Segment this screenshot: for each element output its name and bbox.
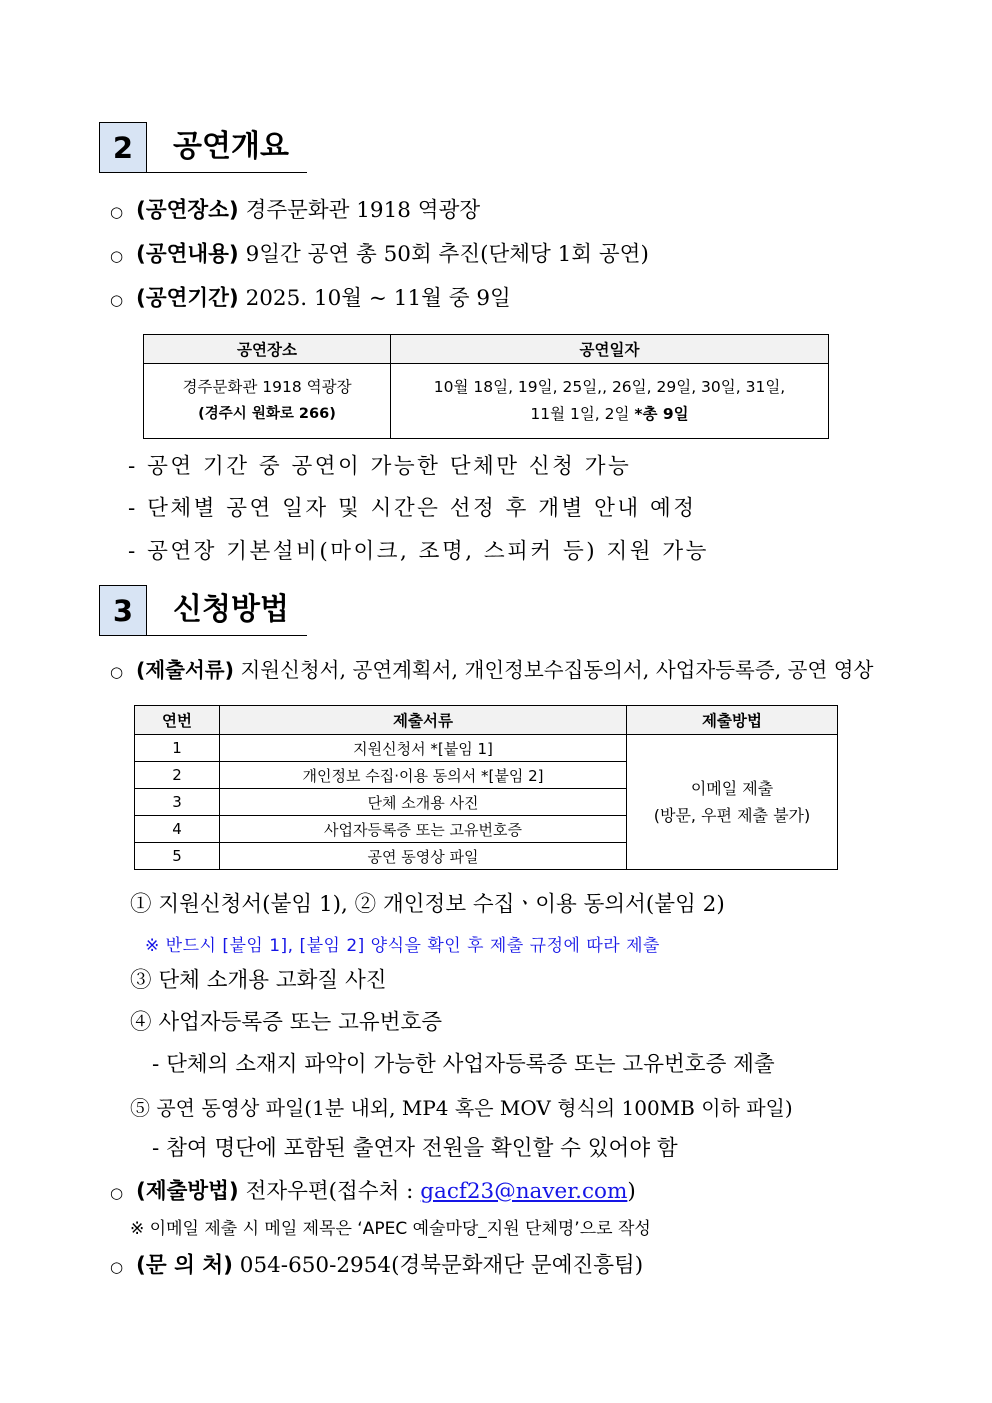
row-doc: 공연 동영상 파일 bbox=[220, 843, 627, 870]
header-doc: 제출서류 bbox=[220, 706, 627, 735]
row-no: 3 bbox=[135, 789, 220, 816]
contact-line bbox=[110, 1251, 643, 1282]
row-no: 5 bbox=[135, 843, 220, 870]
note-line: - 공연 기간 중 공연이 가능한 단체만 신청 가능 bbox=[128, 454, 632, 479]
row-doc: 사업자등록증 또는 고유번호증 bbox=[220, 816, 627, 843]
detail-item-3: ③ 단체 소개용 고화질 사진 bbox=[130, 968, 387, 993]
detail-item-4: ④ 사업자등록증 또는 고유번호증 bbox=[130, 1010, 443, 1035]
venue-cell bbox=[144, 364, 391, 439]
overview-period bbox=[110, 284, 511, 315]
documents-table bbox=[134, 705, 838, 870]
documents-text: 지원신청서, 공연계획서, 개인정보수집동의서, 사업자등록증, 공연 영상 bbox=[233, 658, 874, 682]
note-line: - 단체별 공연 일자 및 시간은 선정 후 개별 안내 예정 bbox=[128, 496, 697, 521]
period-text: 2025. 10월 ~ 11월 중 9일 bbox=[238, 286, 511, 311]
section-3-title: 신청방법 bbox=[173, 592, 289, 627]
dates-cell bbox=[391, 364, 829, 439]
schedule-table bbox=[143, 334, 829, 439]
contact-text: 054-650-2954(경북문화재단 문예진흥팀) bbox=[232, 1253, 644, 1278]
contact-label: (문 의 처) bbox=[136, 1253, 233, 1278]
dates-line-2-text: 11월 1일, 2일 bbox=[530, 405, 635, 423]
section-3-header bbox=[99, 585, 307, 636]
submission-text: 전자우편(접수처 : bbox=[238, 1179, 421, 1204]
detail-item-1-2: ① 지원신청서(붙임 1), ② 개인정보 수집ㆍ이용 동의서(붙임 2) bbox=[130, 892, 725, 917]
bullet-icon: ○ bbox=[110, 247, 124, 265]
section-2-number: 2 bbox=[99, 122, 147, 172]
documents-line bbox=[110, 655, 873, 687]
row-no: 2 bbox=[135, 762, 220, 789]
header-venue: 공연장소 bbox=[144, 335, 391, 364]
submission-label: (제출방법) bbox=[136, 1179, 239, 1204]
table-header-row bbox=[135, 706, 838, 735]
note-line: - 공연장 기본설비(마이크, 조명, 스피커 등) 지원 가능 bbox=[128, 539, 709, 564]
table-row bbox=[135, 735, 838, 762]
row-doc: 지원신청서 *[붙임 1] bbox=[220, 735, 627, 762]
venue-text: 경주문화관 1918 역광장 bbox=[238, 198, 481, 223]
dates-total: *총 9일 bbox=[634, 405, 689, 423]
row-doc: 개인정보 수집·이용 동의서 *[붙임 2] bbox=[220, 762, 627, 789]
submission-line bbox=[110, 1177, 636, 1208]
bullet-icon: ○ bbox=[110, 203, 124, 221]
header-no: 연번 bbox=[135, 706, 220, 735]
overview-venue bbox=[110, 196, 480, 227]
dates-line-1: 10월 18일, 19일, 25일,, 26일, 29일, 30일, 31일, bbox=[433, 378, 786, 396]
venue-label: (공연장소) bbox=[136, 198, 239, 223]
section-2-title: 공연개요 bbox=[173, 129, 289, 164]
dates-line-2 bbox=[391, 401, 828, 428]
documents-label: (제출서류) bbox=[136, 658, 234, 682]
content-text: 9일간 공연 총 50회 추진(단체당 1회 공연) bbox=[238, 242, 649, 267]
detail-item-4-note: - 단체의 소재지 파악이 가능한 사업자등록증 또는 고유번호증 제출 bbox=[152, 1052, 775, 1077]
period-label: (공연기간) bbox=[136, 286, 239, 311]
bullet-icon: ○ bbox=[110, 663, 124, 681]
method-cell bbox=[627, 735, 838, 870]
detail-item-5-note: - 참여 명단에 포함된 출연자 전원을 확인할 수 있어야 함 bbox=[152, 1136, 678, 1161]
row-doc: 단체 소개용 사진 bbox=[220, 789, 627, 816]
bullet-icon: ○ bbox=[110, 1258, 124, 1276]
detail-note-blue: ※ 반드시 [붙임 1], [붙임 2] 양식을 확인 후 제출 규정에 따라 제출 bbox=[145, 936, 660, 956]
bullet-icon: ○ bbox=[110, 1184, 124, 1202]
table-header-row bbox=[144, 335, 829, 364]
submission-email-link[interactable]: gacf23@naver.com bbox=[420, 1179, 628, 1204]
content-label: (공연내용) bbox=[136, 242, 239, 267]
row-no: 1 bbox=[135, 735, 220, 762]
row-no: 4 bbox=[135, 816, 220, 843]
header-dates: 공연일자 bbox=[391, 335, 829, 364]
submission-close: ) bbox=[627, 1179, 636, 1204]
header-method: 제출방법 bbox=[627, 706, 838, 735]
method-line-2: (방문, 우편 제출 불가) bbox=[653, 806, 811, 825]
section-3-number: 3 bbox=[99, 585, 147, 635]
table-row bbox=[144, 364, 829, 439]
detail-item-5: ⑤ 공연 동영상 파일(1분 내외, MP4 혹은 MOV 형식의 100MB 이하 파일) bbox=[130, 1096, 793, 1120]
venue-address: (경주시 원화로 266) bbox=[198, 406, 336, 422]
overview-content bbox=[110, 240, 649, 271]
submission-note: ※ 이메일 제출 시 메일 제목은 ‘APEC 예술마당_지원 단체명’으로 작성 bbox=[130, 1219, 651, 1239]
venue-name: 경주문화관 1918 역광장 bbox=[182, 378, 352, 396]
section-2-header bbox=[99, 122, 307, 173]
method-line-1: 이메일 제출 bbox=[690, 779, 774, 798]
bullet-icon: ○ bbox=[110, 291, 124, 309]
